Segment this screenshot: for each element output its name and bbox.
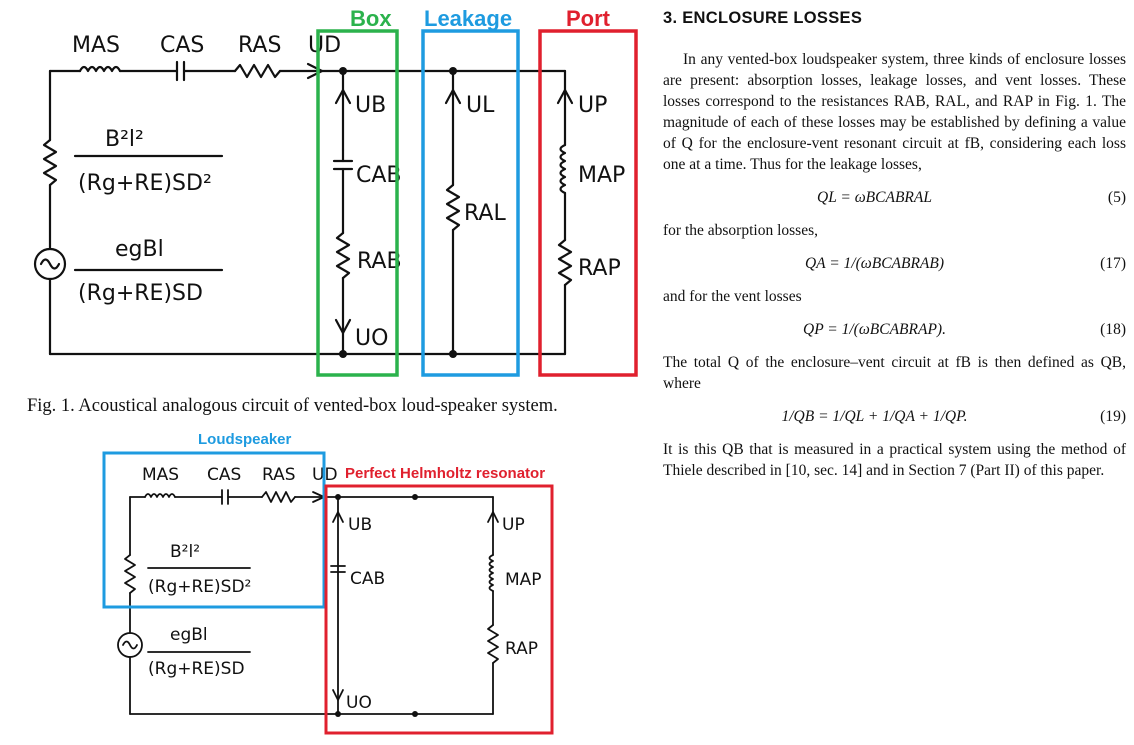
b-resistor-ras bbox=[262, 492, 295, 502]
label-rap: RAP bbox=[578, 256, 621, 281]
text-vent: and for the vent losses bbox=[663, 288, 802, 305]
label-drive-den: (Rg+RE)SD² bbox=[78, 171, 212, 196]
section-heading: 3. ENCLOSURE LOSSES bbox=[663, 9, 863, 27]
label-src-den: (Rg+RE)SD bbox=[78, 281, 203, 306]
equation-5 bbox=[663, 187, 1126, 210]
equation-5-expression: QL = ωBCABRAL bbox=[817, 189, 932, 206]
b-label-up: UP bbox=[502, 515, 525, 535]
b-label-drive-den: (Rg+RE)SD² bbox=[148, 577, 252, 597]
label-uo: UO bbox=[355, 326, 389, 351]
label-leakage: Leakage bbox=[424, 6, 513, 31]
b-label-cab: CAB bbox=[350, 569, 386, 589]
figure-caption: Fig. 1. Acoustical analogous circuit of vented-box loud-speaker system. bbox=[27, 396, 558, 416]
b-label-ub: UB bbox=[348, 515, 373, 535]
equation-19-expression: 1/QB = 1/QL + 1/QA + 1/QP. bbox=[781, 408, 968, 425]
b-label-src-den: (Rg+RE)SD bbox=[148, 659, 245, 679]
b-resistor-left bbox=[125, 555, 135, 593]
equation-19 bbox=[663, 406, 1126, 429]
equation-19-number: (19) bbox=[1100, 408, 1126, 425]
b-label-drive-num: B²l² bbox=[170, 542, 201, 562]
b-label-rap: RAP bbox=[505, 639, 539, 659]
label-rab: RAB bbox=[357, 249, 402, 274]
label-ud: UD bbox=[308, 33, 342, 58]
label-ub: UB bbox=[355, 93, 387, 118]
equation-17-number: (17) bbox=[1100, 255, 1126, 272]
label-helmholtz: Perfect Helmholtz resonator bbox=[345, 465, 546, 482]
b-resistor-rap bbox=[488, 625, 498, 663]
b-label-mas: MAS bbox=[142, 465, 180, 485]
label-ral: RAL bbox=[464, 201, 506, 226]
equation-17-expression: QA = 1/(ωBCABRAB) bbox=[804, 255, 945, 272]
b-label-cas: CAS bbox=[207, 465, 242, 485]
equation-18-number: (18) bbox=[1100, 321, 1126, 338]
equation-18 bbox=[663, 319, 1126, 342]
paragraph-intro: In any vented-box loudspeaker system, three kinds of enclosure losses are present: absorption losses, leakage losses, and vent losses. These losses correspond to the resistances RAB, RAL, and RAP in Fig. 1. The magnitude of each of these losses may be established by defining a value of Q for the enclosure-vent resonant circuit at fB, considering each loss one at a time. Thus for the leakage losses, bbox=[663, 51, 1126, 173]
label-src-num: egBl bbox=[115, 237, 164, 262]
paragraph-measurement: It is this QB that is measured in a practical system using the method of Thiele described in [10, sec. 14] and in Section 7 (Part II) of this paper. bbox=[663, 441, 1126, 479]
b-inductor-mas bbox=[145, 494, 175, 497]
label-cab: CAB bbox=[356, 163, 402, 188]
label-ras: RAS bbox=[238, 33, 282, 58]
label-drive-num: B²l² bbox=[105, 127, 144, 152]
label-cas: CAS bbox=[160, 33, 205, 58]
equation-5-number: (5) bbox=[1107, 189, 1126, 206]
label-port: Port bbox=[566, 6, 610, 31]
label-loudspeaker: Loudspeaker bbox=[198, 431, 292, 448]
label-box: Box bbox=[350, 6, 392, 31]
label-map: MAP bbox=[578, 163, 626, 188]
label-ul: UL bbox=[466, 93, 495, 118]
b-label-ud: UD bbox=[312, 465, 338, 485]
b-label-map: MAP bbox=[505, 570, 542, 590]
b-label-src-num: egBl bbox=[170, 625, 208, 645]
equation-17 bbox=[663, 253, 1126, 276]
label-up: UP bbox=[578, 93, 608, 118]
paragraph-total-q: The total Q of the enclosure–vent circuit at fB is then defined as QB, where bbox=[663, 354, 1126, 392]
b-inductor-map bbox=[490, 555, 494, 591]
b-label-ras: RAS bbox=[262, 465, 296, 485]
label-mas: MAS bbox=[72, 33, 120, 58]
b-label-uo: UO bbox=[346, 693, 372, 713]
text-absorption: for the absorption losses, bbox=[663, 222, 818, 239]
article-column bbox=[663, 8, 1126, 481]
equation-18-expression: QP = 1/(ωBCABRAP). bbox=[803, 321, 946, 338]
